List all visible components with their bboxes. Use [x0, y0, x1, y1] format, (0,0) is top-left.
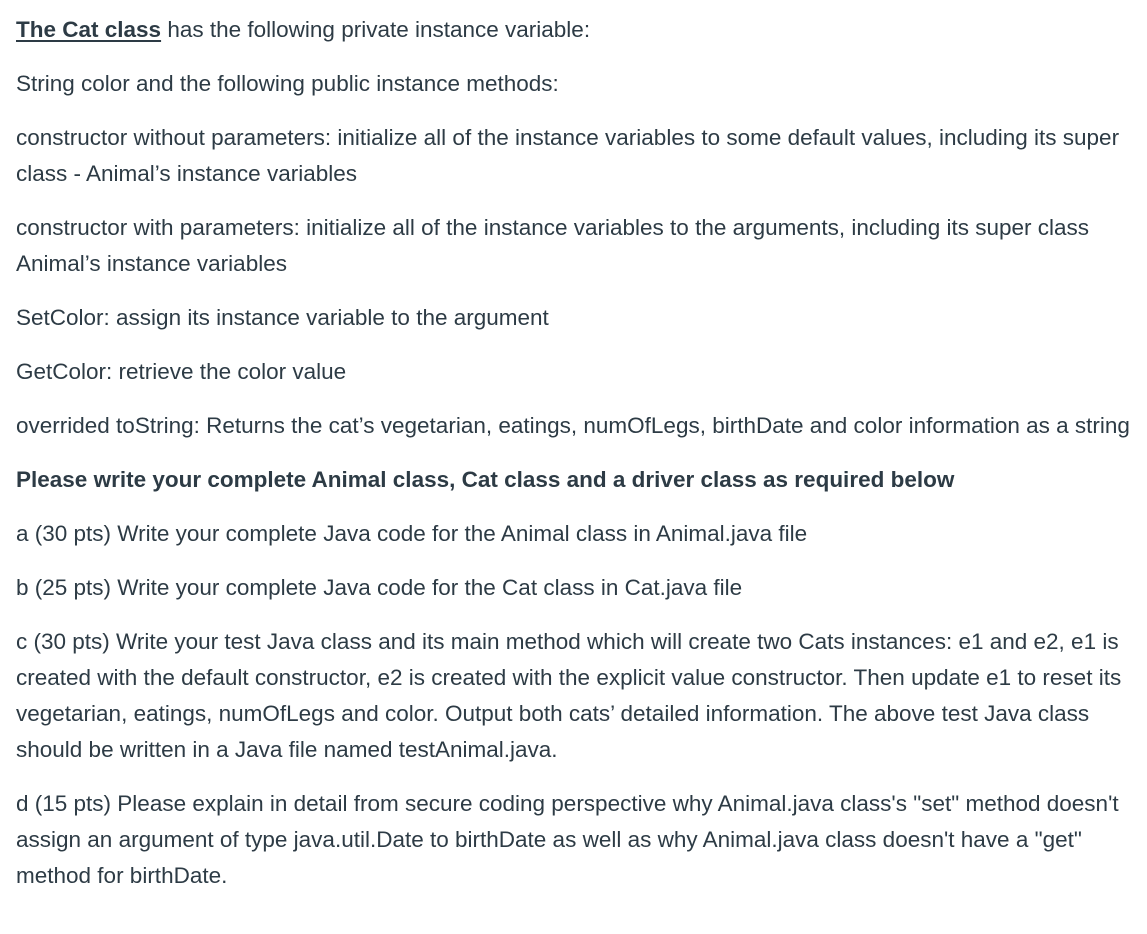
intro-paragraph: [16, 12, 1137, 48]
instruction-heading: Please write your complete Animal class, Cat class and a driver class as required below: [16, 467, 955, 492]
question-c: c (30 pts) Write your test Java class and its main method which will create two Cats instances: e1 and e2, e1 is created with the default constructor, e2 is created with the explicit value constructor. Then update e1 to reset its vegetarian, eatings, numOfLegs and color. Output both cats’ detailed information. The above test Java class should be written in a Java file named testAnimal.java.: [16, 629, 1122, 762]
tostring-paragraph: overrided toString: Returns the cat’s vegetarian, eatings, numOfLegs, birthDate and color information as a string: [16, 413, 1130, 438]
constructor-no-params-paragraph: constructor without parameters: initialize all of the instance variables to some default values, including its super class - Animal’s instance variables: [16, 125, 1120, 186]
question-d: d (15 pts) Please explain in detail from secure coding perspective why Animal.java class's "set" method doesn't assign an argument of type java.util.Date to birthDate as well as why Animal.java class doesn't have a "get" method for birthDate.: [16, 791, 1119, 888]
constructor-params-paragraph: constructor with parameters: initialize all of the instance variables to the arguments, including its super class Animal’s instance variables: [16, 215, 1090, 276]
question-a: a (30 pts) Write your complete Java code for the Animal class in Animal.java file: [16, 521, 808, 546]
getcolor-paragraph: GetColor: retrieve the color value: [16, 359, 347, 384]
setcolor-paragraph: SetColor: assign its instance variable to the argument: [16, 305, 549, 330]
intro-text: has the following private instance variable:: [161, 17, 591, 42]
string-color-paragraph: String color and the following public instance methods:: [16, 71, 559, 96]
cat-class-heading: The Cat class: [16, 17, 162, 42]
question-b: b (25 pts) Write your complete Java code for the Cat class in Cat.java file: [16, 575, 743, 600]
